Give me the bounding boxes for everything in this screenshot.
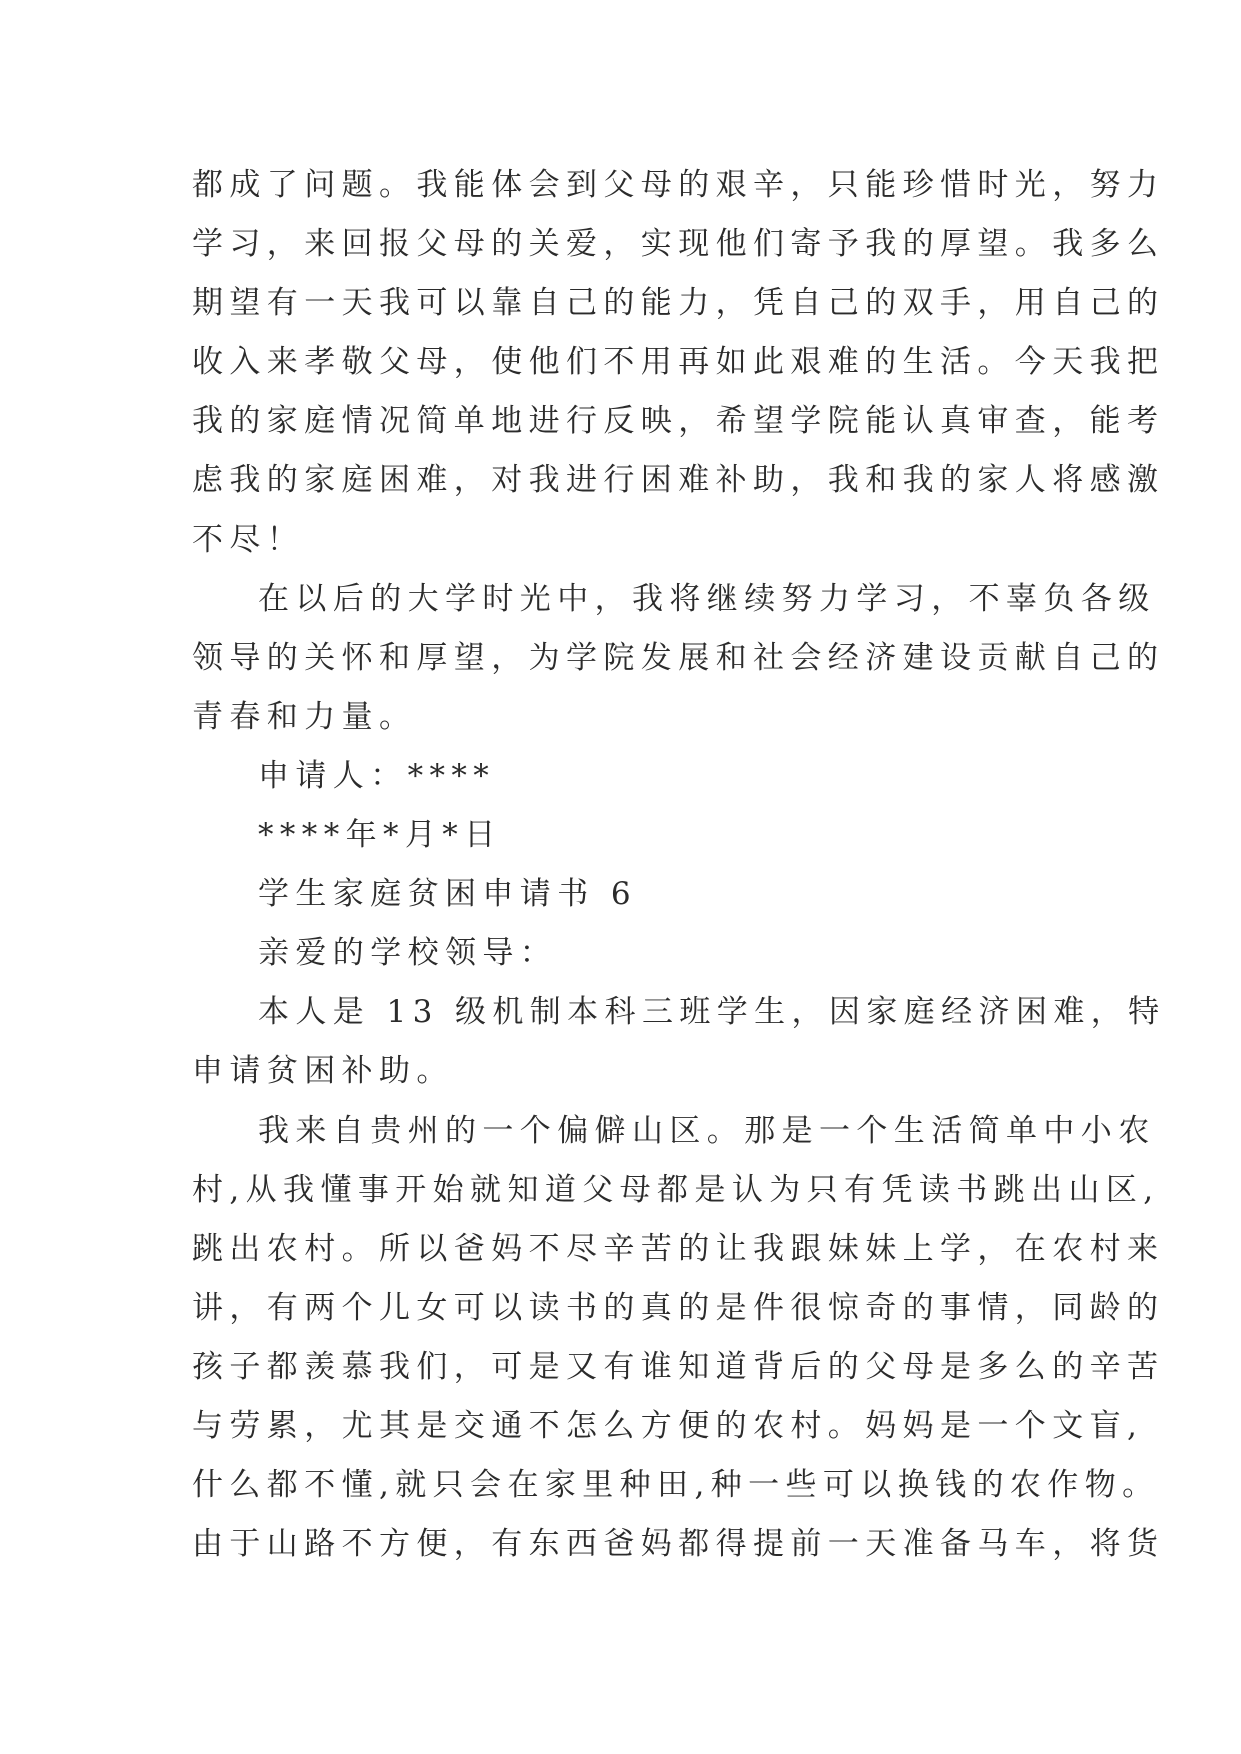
- text-line: 不尽！: [192, 521, 305, 558]
- text-line: 收入来孝敬父母，使他们不用再如此艰难的生活。今天我把: [192, 344, 1165, 381]
- section-title: 学生家庭贫困申请书 6: [258, 876, 637, 913]
- text-line: 期望有一天我可以靠自己的能力，凭自己的双手，用自己的: [192, 285, 1165, 322]
- text-line: 都成了问题。我能体会到父母的艰辛，只能珍惜时光，努力: [192, 167, 1165, 203]
- text-line: 孩子都羡慕我们，可是又有谁知道背后的父母是多么的辛苦: [192, 1348, 1165, 1385]
- text-line: 在以后的大学时光中，我将继续努力学习，不辜负各级: [258, 580, 1156, 617]
- text-line: 我来自贵州的一个偏僻山区。那是一个生活简单中小农: [258, 1112, 1156, 1149]
- text-line: 与劳累，尤其是交通不怎么方便的农村。妈妈是一个文盲,: [192, 1407, 1144, 1444]
- date-line: ****年*月*日: [258, 817, 502, 854]
- text-line: 学习，来回报父母的关爱，实现他们寄予我的厚望。我多么: [192, 226, 1165, 263]
- text-line: 我的家庭情况简单地进行反映，希望学院能认真审查，能考: [192, 403, 1165, 440]
- salutation: 亲爱的学校领导：: [258, 935, 558, 972]
- text-line: 讲，有两个儿女可以读书的真的是件很惊奇的事情，同龄的: [192, 1289, 1165, 1326]
- applicant-line: 申请人：****: [258, 757, 496, 794]
- text-line: 跳出农村。所以爸妈不尽辛苦的让我跟妹妹上学，在农村来: [192, 1230, 1165, 1267]
- text-line: 虑我的家庭困难，对我进行困难补助，我和我的家人将感激: [192, 462, 1165, 499]
- text-line: 本人是 13 级机制本科三班学生，因家庭经济困难，特: [258, 994, 1166, 1031]
- text-line: 村,从我懂事开始就知道父母都是认为只有凭读书跳出山区,: [192, 1171, 1160, 1208]
- text-line: 青春和力量。: [192, 698, 417, 735]
- body-text: [192, 156, 1166, 1574]
- text-line: 由于山路不方便，有东西爸妈都得提前一天准备马车，将货: [192, 1526, 1165, 1563]
- text-line: 什么都不懂,就只会在家里种田,种一些可以换钱的农作物。: [192, 1467, 1160, 1504]
- text-line: 领导的关怀和厚望，为学院发展和社会经济建设贡献自己的: [192, 639, 1165, 676]
- text-line: 申请贫困补助。: [192, 1053, 454, 1090]
